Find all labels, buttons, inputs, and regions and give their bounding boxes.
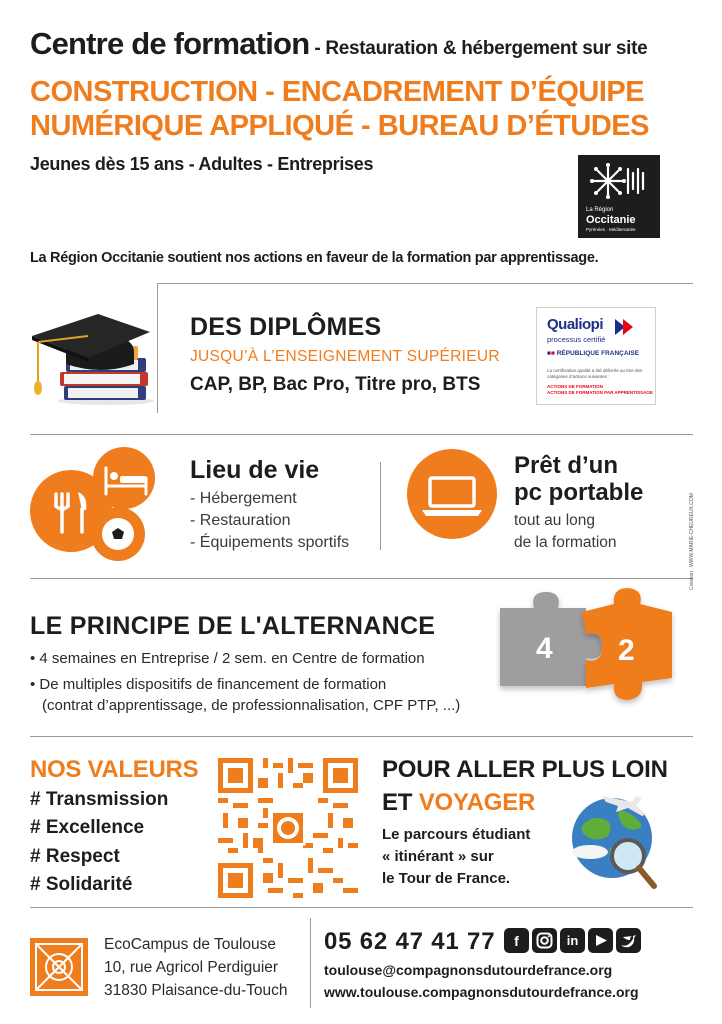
youtube-icon[interactable]: [588, 928, 613, 953]
header-subtitle: - Restauration & hébergement sur site: [309, 38, 648, 59]
travel-title-line1: POUR ALLER PLUS LOIN: [382, 756, 668, 783]
ecocampus-logo: [30, 938, 88, 996]
address-line3: 31830 Plaisance-du-Touch: [104, 982, 288, 999]
twitter-glyph: [620, 934, 637, 948]
qualiopi-actions: [547, 384, 653, 395]
alternance-bullet-2-cont: (contrat d’apprentissage, de professionnalisation, CPF PTP, ...): [42, 697, 461, 714]
qualiopi-action-2: ACTIONS DE FORMATION PAR APPRENTISSAGE: [547, 389, 653, 395]
qualiopi-republic: ■■ RÉPUBLIQUE FRANÇAISE: [547, 350, 640, 357]
instagram-icon[interactable]: [532, 928, 557, 953]
values-title: NOS VALEURS: [30, 756, 199, 783]
laptop-title-line1: Prêt d’un: [514, 452, 619, 479]
divider: [310, 918, 311, 1008]
instagram-glyph: [536, 932, 553, 949]
lieu-de-vie-item: - Hébergement: [190, 490, 297, 507]
sectors-line-1: CONSTRUCTION - ENCADREMENT D’ÉQUIPE: [30, 76, 645, 108]
main-title: Centre de formation: [30, 26, 310, 61]
lieu-de-vie-item: - Équipements sportifs: [190, 534, 350, 551]
page-title: [30, 26, 647, 62]
puzzle-right-number: 2: [618, 634, 635, 667]
sectors-line-2: NUMÉRIQUE APPLIQUÉ - BUREAU D’ÉTUDES: [30, 110, 649, 142]
alternance-title: LE PRINCIPE DE L'ALTERNANCE: [30, 612, 436, 640]
qualiopi-republic-label: RÉPUBLIQUE FRANÇAISE: [556, 350, 640, 357]
qualiopi-arrows-icon: [615, 319, 641, 335]
address-line1: EcoCampus de Toulouse: [104, 936, 277, 953]
value-item: # Solidarité: [30, 874, 133, 895]
phone-number[interactable]: 05 62 47 41 77: [324, 928, 496, 955]
youtube-glyph: [593, 934, 608, 947]
twitter-icon[interactable]: [616, 928, 641, 953]
divider: [157, 283, 693, 284]
region-logo-line2: Occitanie: [586, 214, 636, 226]
lifestyle-icons: [26, 446, 166, 562]
diplomas-list: CAP, BP, Bac Pro, Titre pro, BTS: [190, 374, 481, 395]
divider: [30, 434, 693, 435]
alternance-bullet-1: • 4 semaines en Entreprise / 2 sem. en Centre de formation: [30, 650, 425, 667]
travel-text-line1: Le parcours étudiant: [382, 826, 531, 843]
region-support-text: La Région Occitanie soutient nos actions en faveur de la formation par apprentissage.: [30, 250, 599, 266]
travel-title-line2: [382, 789, 535, 817]
travel-title-accent: VOYAGER: [418, 789, 536, 816]
graduation-cap-books-icon: [26, 306, 156, 406]
region-logo-line3: Pyrénées · Méditerranée: [586, 227, 636, 232]
region-logo-line1: La Région: [586, 207, 614, 213]
email-link[interactable]: toulouse@compagnonsdutourdefrance.org: [324, 962, 613, 978]
address-line2: 10, rue Agricol Perdiguier: [104, 959, 279, 976]
alternance-bullet-2: • De multiples dispositifs de financement de formation: [30, 676, 387, 693]
website-link[interactable]: www.toulouse.compagnonsdutourdefrance.org: [324, 984, 639, 1000]
region-occitanie-logo: [578, 155, 660, 238]
travel-text-line2: « itinérant » sur: [382, 848, 494, 865]
qualiopi-action-1: ACTIONS DE FORMATION: [547, 384, 603, 389]
facebook-icon[interactable]: f: [504, 928, 529, 953]
divider: [30, 578, 693, 579]
laptop-title: [514, 452, 643, 506]
value-item: # Respect: [30, 846, 120, 867]
diplomas-subtitle: JUSQU’À L’ENSEIGNEMENT SUPÉRIEUR: [190, 348, 500, 365]
occitanie-cross-icon: [578, 155, 660, 205]
puzzle-icon: [494, 586, 682, 708]
divider: [157, 283, 158, 413]
divider: [30, 907, 693, 908]
laptop-icon: [406, 448, 498, 540]
qr-code[interactable]: [218, 758, 358, 898]
lieu-de-vie-title: Lieu de vie: [190, 456, 320, 484]
laptop-title-line2: pc portable: [514, 479, 644, 506]
puzzle-left-number: 4: [536, 632, 553, 665]
qualiopi-title: Qualiopi: [547, 316, 603, 333]
qualiopi-badge: [536, 307, 656, 405]
audience-text: Jeunes dès 15 ans - Adultes - Entreprises: [30, 154, 374, 174]
diplomas-title: DES DIPLÔMES: [190, 313, 382, 341]
laptop-text-line2: de la formation: [514, 534, 617, 551]
laptop-text-line1: tout au long: [514, 512, 596, 529]
travel-text-line3: le Tour de France.: [382, 870, 511, 887]
divider: [30, 736, 693, 737]
linkedin-icon[interactable]: in: [560, 928, 585, 953]
divider: [380, 462, 381, 550]
lieu-de-vie-item: - Restauration: [190, 512, 291, 529]
design-credit: Création : WWW.MARIE-CHEUREUX.COM: [689, 493, 695, 590]
qualiopi-note: La certification qualité a été délivrée au titre des catégories d’actions suivantes :: [547, 368, 643, 379]
value-item: # Transmission: [30, 789, 169, 810]
qualiopi-subtitle: processus certifié: [547, 335, 606, 344]
travel-title-prefix: ET: [382, 789, 419, 816]
globe-magnifier-icon: [562, 786, 672, 906]
value-item: # Excellence: [30, 817, 145, 838]
